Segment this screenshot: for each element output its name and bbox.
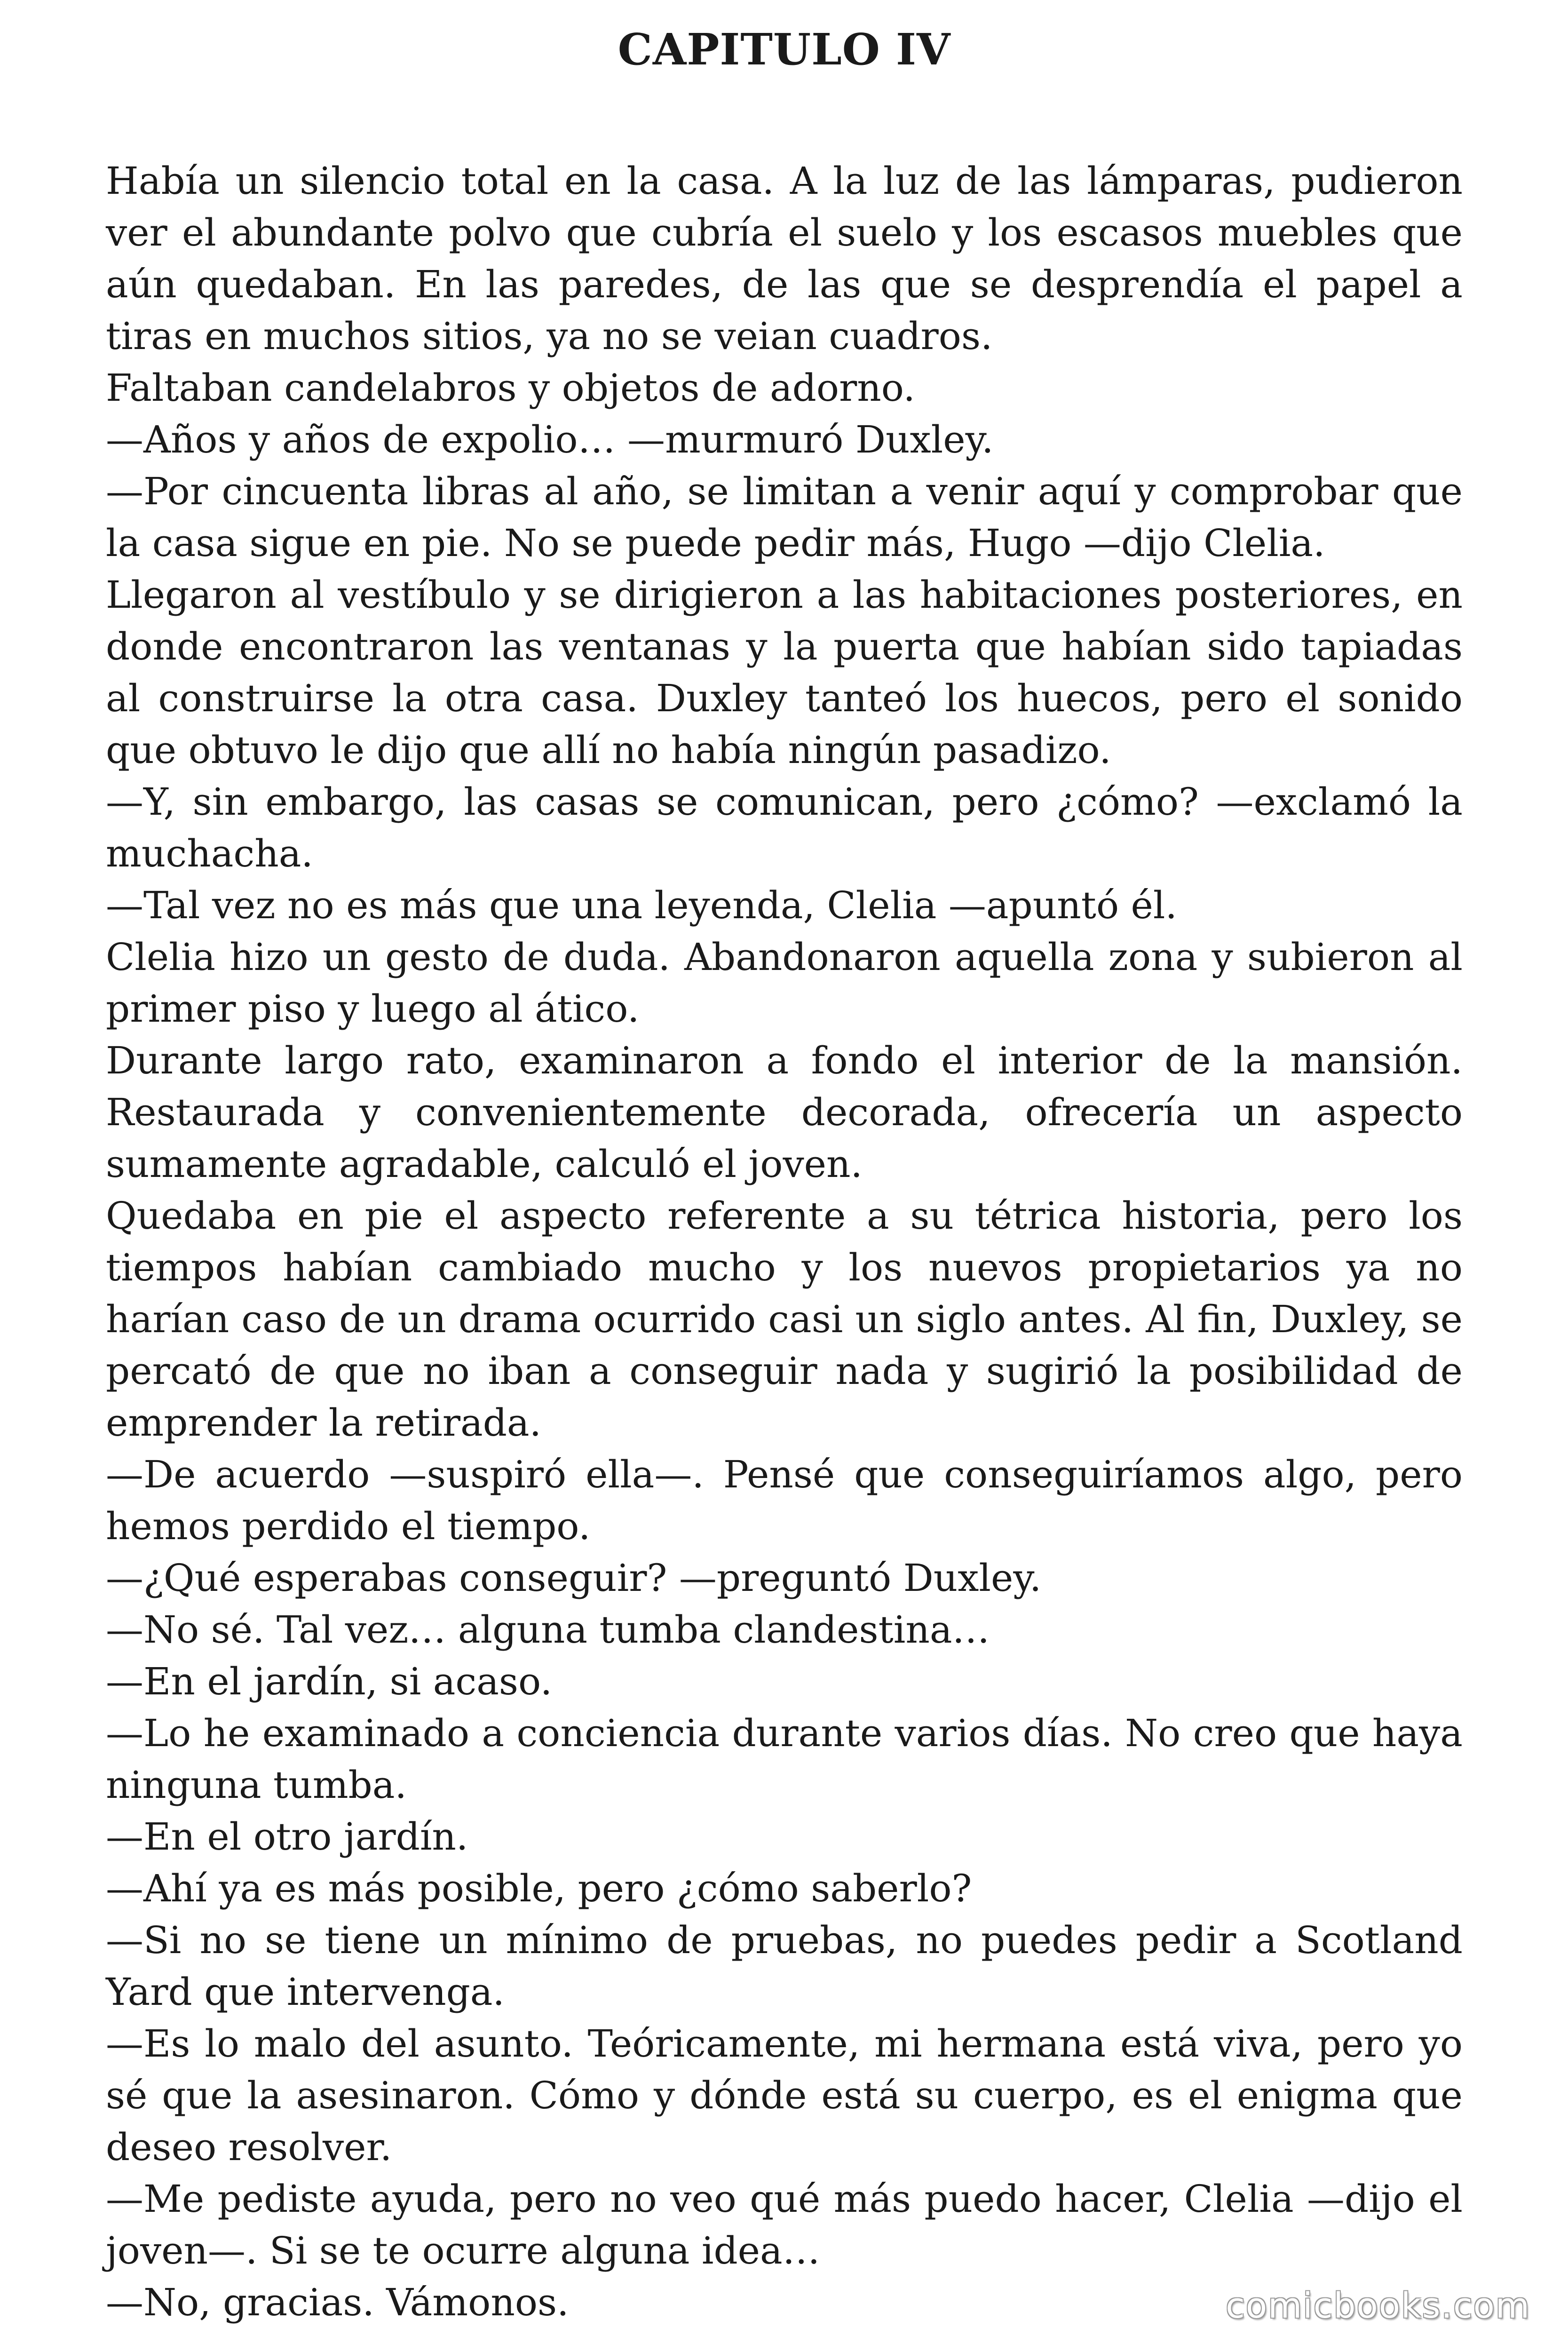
page-content xyxy=(106,19,1463,2328)
watermark-logo: comicbooks.com xyxy=(1226,2286,1530,2326)
paragraph-13: —No sé. Tal vez… alguna tumba clandestina… xyxy=(106,1608,990,1652)
paragraph-6: —Y, sin embargo, las casas se comunican, pero ¿cómo? —exclamó la muchacha. xyxy=(106,780,1463,875)
paragraph-16: —En el otro jardín. xyxy=(106,1815,468,1859)
paragraph-8: Clelia hizo un gesto de duda. Abandonaron aquella zona y subieron al primer piso y luego al ático. xyxy=(106,935,1463,1031)
paragraph-7: —Tal vez no es más que una leyenda, Clelia —apuntó él. xyxy=(106,883,1177,927)
paragraph-1: Había un silencio total en la casa. A la luz de las lámparas, pudieron ver el abundante polvo que cubría el suelo y los escasos muebles que aún quedaban. En las paredes, de las que se desprendía el papel a tiras en muchos sitios, ya no se veian cuadros. xyxy=(106,159,1463,358)
paragraph-9: Durante largo rato, examinaron a fondo el interior de la mansión. Restaurada y convenientemente decorada, ofrecería un aspecto sumamente agradable, calculó el joven. xyxy=(106,1039,1463,1186)
paragraph-20: —Me pediste ayuda, pero no veo qué más puedo hacer, Clelia —dijo el joven—. Si se te ocurre alguna idea… xyxy=(106,2177,1463,2273)
paragraph-2: Faltaban candelabros y objetos de adorno. xyxy=(106,366,915,410)
paragraph-3: —Años y años de expolio… —murmuró Duxley. xyxy=(106,418,994,461)
paragraph-10: Quedaba en pie el aspecto referente a su tétrica historia, pero los tiempos habían cambiado mucho y los nuevos propietarios ya no harían caso de un drama ocurrido casi un siglo antes. Al fin, Duxley, se percató de que no iban a conseguir nada y sugirió la posibilidad de emprender la retirada. xyxy=(106,1194,1463,1445)
paragraph-21: —No, gracias. Vámonos. xyxy=(106,2280,569,2324)
paragraph-5: Llegaron al vestíbulo y se dirigieron a las habitaciones posteriores, en donde encontraron las ventanas y la puerta que habían sido tapiadas al construirse la otra casa. Duxley tanteó los huecos, pero el sonido que obtuvo le dijo que allí no había ningún pasadizo. xyxy=(106,573,1463,772)
chapter-body xyxy=(106,155,1463,2328)
paragraph-17: —Ahí ya es más posible, pero ¿cómo saberlo? xyxy=(106,1867,972,1910)
paragraph-18: —Si no se tiene un mínimo de pruebas, no puedes pedir a Scotland Yard que intervenga. xyxy=(106,1918,1463,2014)
paragraph-12: —¿Qué esperabas conseguir? —preguntó Duxley. xyxy=(106,1556,1042,1600)
paragraph-4: —Por cincuenta libras al año, se limitan a venir aquí y comprobar que la casa sigue en pie. No se puede pedir más, Hugo —dijo Clelia. xyxy=(106,469,1463,565)
paragraph-19: —Es lo malo del asunto. Teóricamente, mi hermana está viva, pero yo sé que la asesinaron. Cómo y dónde está su cuerpo, es el enigma que deseo resolver. xyxy=(106,2022,1463,2169)
paragraph-14: —En el jardín, si acaso. xyxy=(106,1660,553,1703)
chapter-title: CAPITULO IV xyxy=(618,24,951,75)
paragraph-11: —De acuerdo —suspiró ella—. Pensé que conseguiríamos algo, pero hemos perdido el tiempo. xyxy=(106,1453,1463,1548)
paragraph-15: —Lo he examinado a conciencia durante varios días. No creo que haya ninguna tumba. xyxy=(106,1711,1463,1807)
